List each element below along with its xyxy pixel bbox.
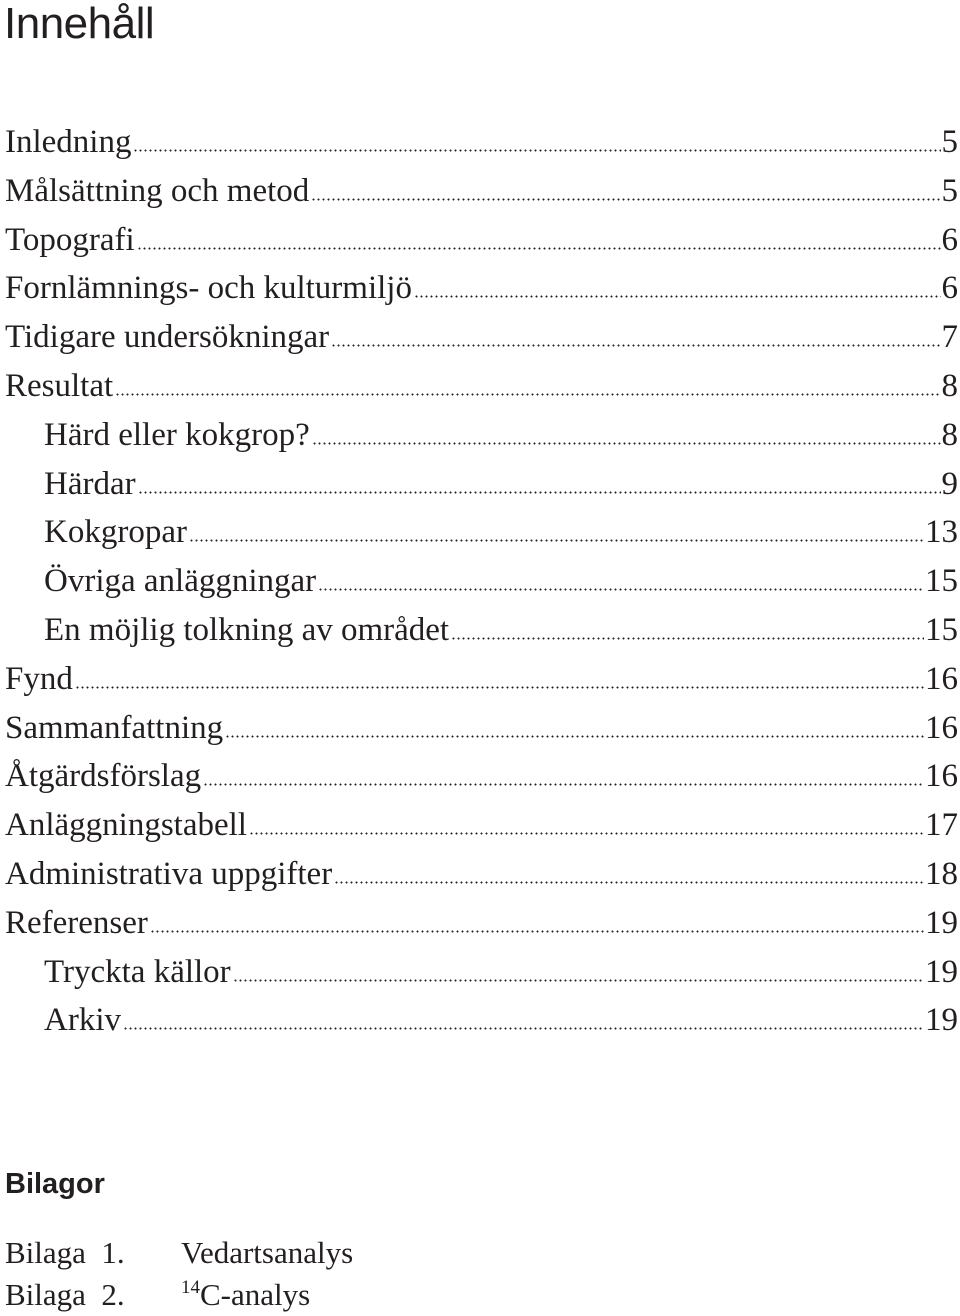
toc-entry-label: Härdar (44, 465, 136, 502)
toc-entry[interactable] (0, 362, 958, 411)
dot-leader (115, 390, 940, 396)
dot-leader (451, 634, 924, 640)
toc-entry[interactable] (0, 313, 958, 362)
toc-entry[interactable] (0, 704, 958, 753)
toc-entry-label: En möjlig tolkning av området (44, 611, 450, 648)
toc-entry-page-number: 19 (925, 1002, 958, 1039)
toc-entry-page-number: 16 (925, 758, 958, 795)
toc-entry[interactable] (0, 850, 958, 899)
toc-entry[interactable] (0, 996, 958, 1045)
appendix-item-title: C-analys (200, 1277, 311, 1312)
toc-entry[interactable] (0, 801, 958, 850)
appendix-item[interactable] (5, 1225, 354, 1270)
toc-entry[interactable] (0, 411, 958, 460)
toc-entry-label: Kokgropar (44, 514, 187, 551)
toc-entry[interactable] (0, 167, 958, 216)
dot-leader (312, 439, 941, 445)
toc-heading: Innehåll (4, 0, 155, 48)
dot-leader (334, 878, 924, 884)
toc-entry[interactable] (0, 655, 958, 704)
dot-leader (123, 1024, 924, 1030)
toc-entry-page-number: 5 (941, 172, 958, 209)
toc-entry[interactable] (0, 752, 958, 801)
toc-entry-label: Målsättning och metod (5, 172, 310, 209)
toc-entry-page-number: 15 (925, 563, 958, 600)
toc-entry-page-number: 7 (941, 319, 958, 356)
toc-entry[interactable] (0, 606, 958, 655)
toc-entry[interactable] (0, 460, 958, 509)
appendix-item-superscript: 14 (181, 1277, 200, 1298)
appendix-item-label: Bilaga 2. (5, 1277, 125, 1312)
toc-entry-page-number: 19 (925, 904, 958, 941)
toc-entry-label: Anläggningstabell (5, 807, 247, 844)
toc-entry-page-number: 9 (941, 465, 958, 502)
toc-entry-page-number: 16 (925, 709, 958, 746)
toc-entry-page-number: 5 (941, 124, 958, 160)
toc-entry[interactable] (0, 216, 958, 265)
toc-entry-label: Administrativa uppgifter (5, 855, 333, 892)
toc-entry-label: Åtgärdsförslag (5, 758, 202, 795)
toc-entry[interactable] (0, 118, 958, 167)
toc-entry-label: Tryckta källor (44, 953, 231, 990)
dot-leader (137, 244, 941, 250)
toc-entry-page-number: 15 (925, 611, 958, 648)
toc-list (0, 118, 958, 1045)
toc-entry-page-number: 13 (925, 514, 958, 551)
toc-entry[interactable] (0, 948, 958, 997)
toc-entry-label: Övriga anläggningar (44, 563, 317, 600)
toc-entry-page-number: 19 (925, 953, 958, 990)
dot-leader (225, 732, 924, 738)
toc-entry-label: Fynd (5, 660, 73, 697)
dot-leader (331, 341, 940, 347)
toc-entry-page-number: 16 (925, 660, 958, 697)
dot-leader (133, 146, 940, 152)
dot-leader (203, 780, 924, 786)
toc-entry[interactable] (0, 899, 958, 948)
dot-leader (311, 195, 940, 201)
appendix-list (5, 1225, 354, 1312)
toc-entry-label: Fornlämnings- och kulturmiljö (5, 270, 412, 307)
toc-entry-page-number: 8 (941, 416, 958, 453)
dot-leader (414, 292, 941, 298)
toc-entry[interactable] (0, 508, 958, 557)
toc-entry[interactable] (0, 557, 958, 606)
toc-entry-label: Sammanfattning (5, 709, 224, 746)
appendix-item[interactable] (5, 1267, 353, 1312)
toc-entry-label: Referenser (5, 904, 148, 941)
appendix-heading: Bilagor (5, 1168, 105, 1200)
toc-entry-page-number: 6 (941, 270, 958, 307)
toc-entry-page-number: 18 (925, 855, 958, 892)
dot-leader (318, 585, 924, 591)
dot-leader (138, 488, 941, 494)
appendix-item-label: Bilaga 1. (5, 1235, 125, 1270)
toc-entry-label: Inledning (5, 124, 132, 160)
toc-entry[interactable] (0, 264, 958, 313)
dot-leader (233, 976, 924, 982)
toc-entry-page-number: 17 (925, 807, 958, 844)
dot-leader (150, 927, 924, 933)
toc-entry-label: Tidigare undersökningar (5, 319, 330, 356)
dot-leader (75, 683, 924, 689)
dot-leader (189, 536, 924, 542)
toc-entry-label: Resultat (5, 367, 114, 404)
toc-entry-label: Topografi (5, 221, 135, 258)
toc-entry-page-number: 8 (941, 367, 958, 404)
appendix-item-title: Vedartsanalys (181, 1235, 354, 1270)
toc-entry-label: Härd eller kokgrop? (44, 416, 310, 453)
toc-entry-page-number: 6 (941, 221, 958, 258)
dot-leader (249, 829, 924, 835)
toc-entry-label: Arkiv (44, 1002, 121, 1039)
